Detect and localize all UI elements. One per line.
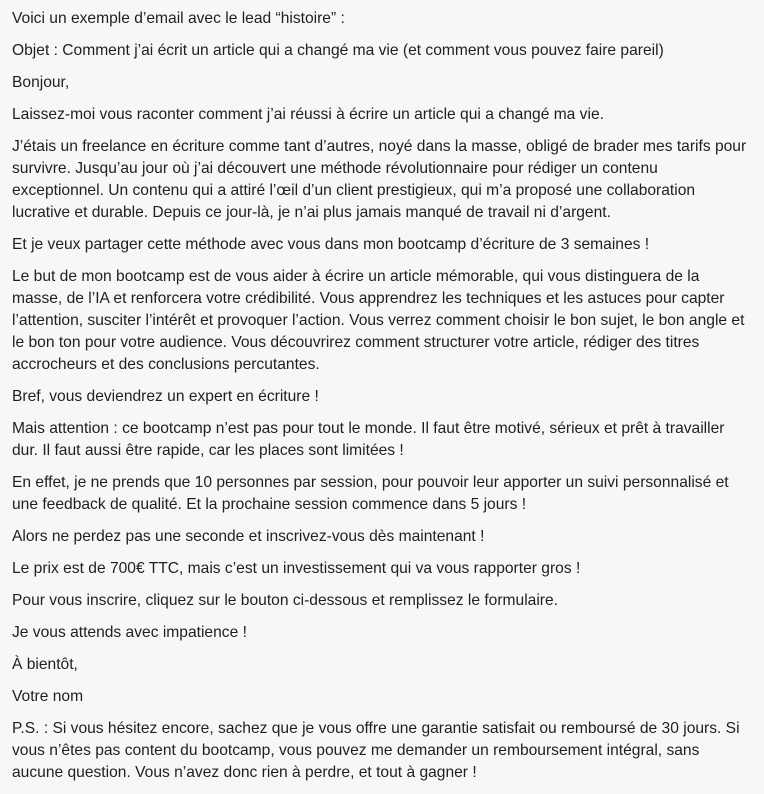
intro-text: Voici un exemple d’email avec le lead “histoire” :: [12, 10, 345, 27]
email-paragraph: Alors ne perdez pas une seconde et inscrivez-vous dès maintenant !: [12, 528, 485, 545]
email-paragraph: En effet, je ne prends que 10 personnes par session, pour pouvoir leur apporter un suivi personnalisé et une feedback de qualité. Et la prochaine session commence dans 5 jours !: [12, 474, 729, 513]
email-greeting: Bonjour,: [12, 74, 70, 91]
email-paragraph: J’étais un freelance en écriture comme tant d’autres, noyé dans la masse, obligé de brader mes tarifs pour survivre. Jusqu’au jour où j’ai découvert une méthode révolutionnaire pour rédiger un contenu exceptionnel. Un contenu qui a attiré l’œil d’un client prestigieux, qui m’a proposé une collaboration lucrative et durable. Depuis ce jour-là, je n’ai plus jamais manqué de travail ni d’argent.: [12, 138, 747, 221]
email-paragraph: Le prix est de 700€ TTC, mais c’est un investissement qui va vous rapporter gros !: [12, 560, 581, 577]
email-paragraph: Mais attention : ce bootcamp n’est pas pour tout le monde. Il faut être motivé, sérieux et prêt à travailler dur. Il faut aussi être rapide, car les places sont limitées !: [12, 420, 725, 459]
email-paragraph: Et je veux partager cette méthode avec vous dans mon bootcamp d’écriture de 3 semaines !: [12, 236, 650, 253]
email-subject: Objet : Comment j’ai écrit un article qui a changé ma vie (et comment vous pouvez faire pareil): [12, 42, 664, 59]
email-paragraph: Le but de mon bootcamp est de vous aider à écrire un article mémorable, qui vous distinguera de la masse, de l’IA et renforcera votre crédibilité. Vous apprendrez les techniques et les astuces pour capter l’attention, susciter l’intérêt et provoquer l’action. Vous verrez comment choisir le bon sujet, le bon angle et le bon ton pour votre audience. Vous découvrirez comment structurer votre article, rédiger des titres accrocheurs et des conclusions percutantes.: [12, 268, 745, 373]
email-paragraph: Laissez-moi vous raconter comment j’ai réussi à écrire un article qui a changé ma vie.: [12, 106, 604, 123]
email-paragraph: Bref, vous deviendrez un expert en écriture !: [12, 388, 319, 405]
email-paragraph: Pour vous inscrire, cliquez sur le bouton ci-dessous et remplissez le formulaire.: [12, 592, 559, 609]
email-signature: Votre nom: [12, 688, 84, 705]
email-signoff: À bientôt,: [12, 656, 78, 673]
email-paragraph: Je vous attends avec impatience !: [12, 624, 247, 641]
email-postscript: P.S. : Si vous hésitez encore, sachez que je vous offre une garantie satisfait ou remboursé de 30 jours. Si vous n’êtes pas content du bootcamp, vous pouvez me demander un remboursement intégral, sans aucune question. Vous n’avez donc rien à perdre, et tout à gagner !: [12, 720, 740, 781]
